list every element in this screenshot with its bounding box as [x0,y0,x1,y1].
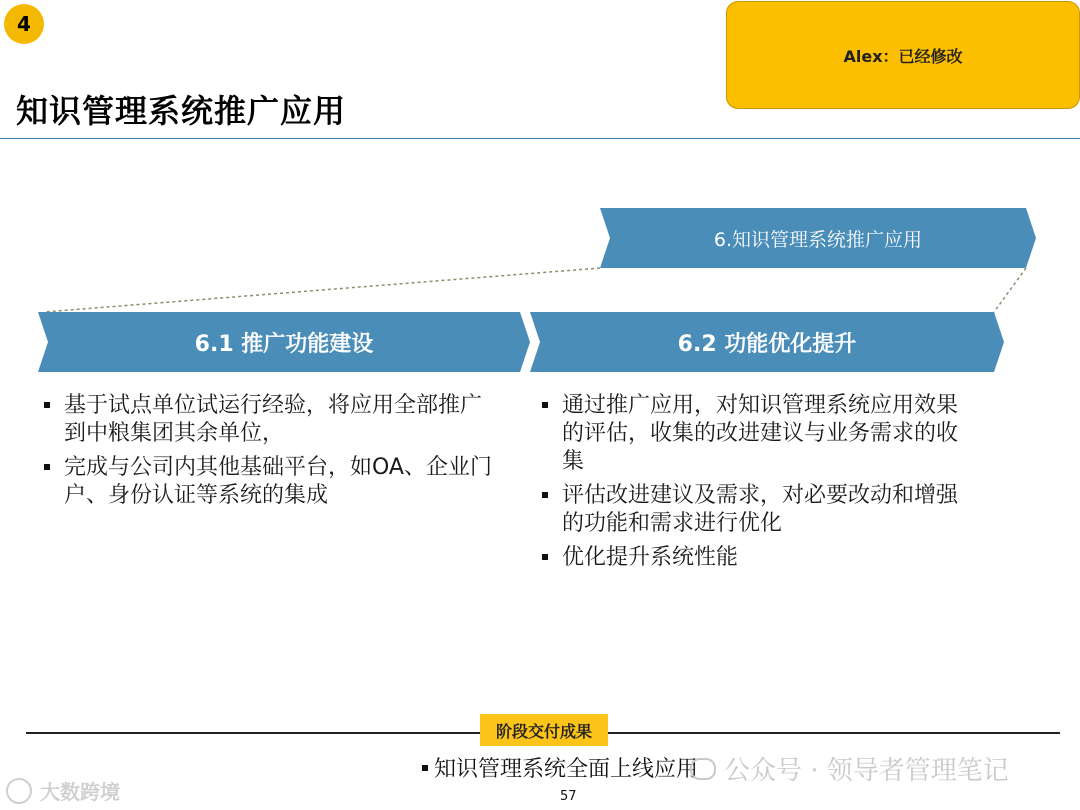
list-item: 完成与公司内其他基础平台，如OA、企业门户、身份认证等系统的集成 [40,454,500,510]
bullet-square-icon [542,402,548,408]
section-6-1-heading: 6.1 推广功能建设 [194,331,374,357]
bullet-square-icon [422,765,428,771]
page-title: 知识管理系统推广应用 [16,92,347,130]
parent-chevron-label: 6.知识管理系统推广应用 [713,228,923,251]
connector-left [44,268,600,312]
bullet-square-icon [542,492,548,498]
bullet-square-icon [542,554,548,560]
list-item: 通过推广应用，对知识管理系统应用效果的评估，收集的改进建议与业务需求的收集 [538,392,978,476]
list-item: 评估改进建议及需求，对必要改动和增强的功能和需求进行优化 [538,482,978,538]
section-6-1-bullets [40,392,500,516]
watermark-left: 大数跨境 [6,776,120,805]
section-6-2-bullets [538,392,978,578]
step-number-badge: 4 [4,4,44,44]
bullet-square-icon [44,464,50,470]
list-item: 优化提升系统性能 [538,544,978,572]
section-6-2-heading: 6.2 功能优化提升 [677,331,857,357]
watermark-logo-icon [6,778,32,804]
watermark-right: 公众号 · 领导者管理笔记 [690,750,1009,787]
wechat-icon [690,758,716,780]
connector-right [994,268,1026,312]
deliverables-label: 阶段交付成果 [480,714,608,746]
list-item: 基于试点单位试运行经验，将应用全部推广到中粮集团其余单位， [40,392,500,448]
page-number: 57 [560,789,577,804]
review-comment-box: Alex：已经修改 [726,1,1080,109]
bullet-square-icon [44,402,50,408]
deliverable-item: 知识管理系统全面上线应用 [422,752,698,783]
